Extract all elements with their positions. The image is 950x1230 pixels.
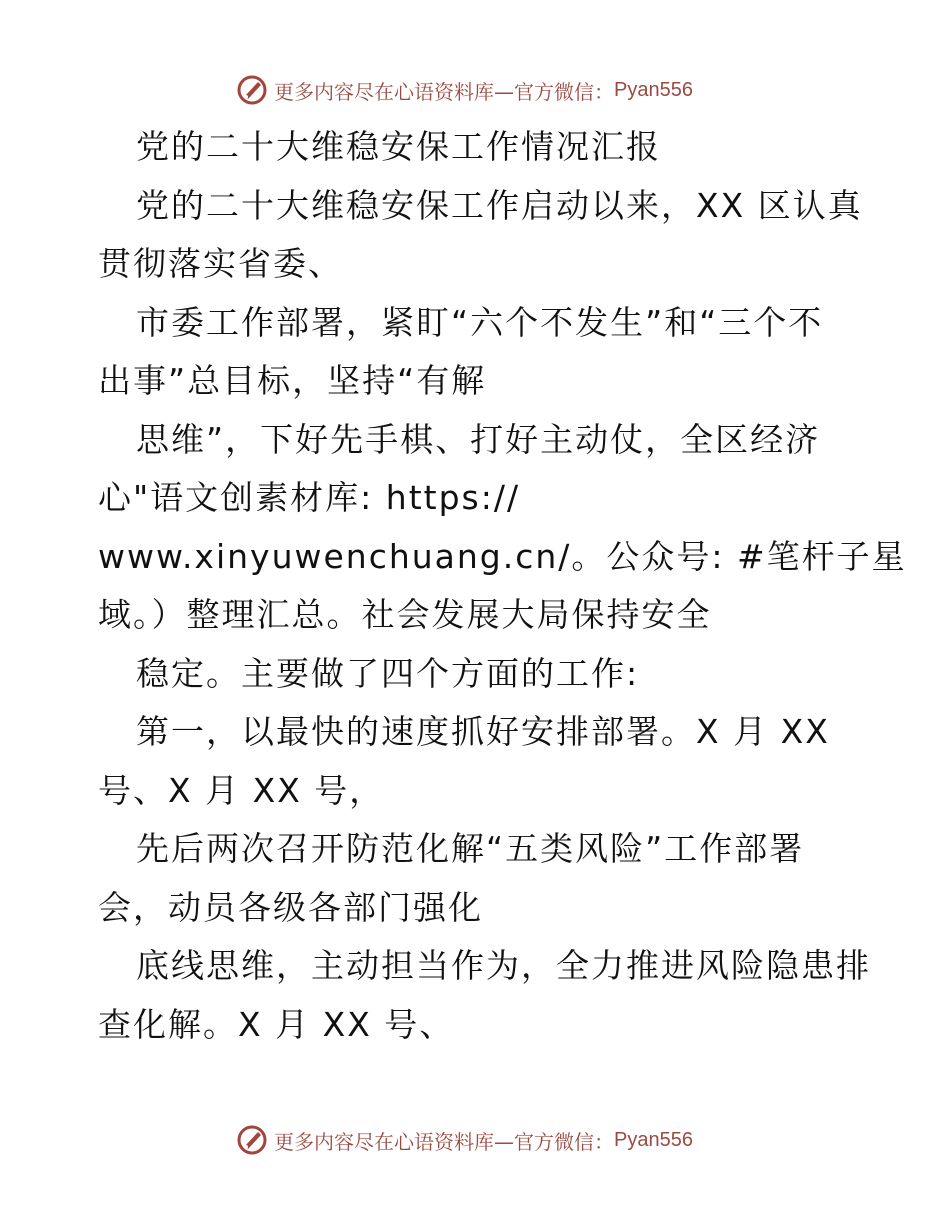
text-line: 会，动员各级各部门强化 [98,888,483,927]
text-line: 域。）整理汇总。社会发展大局保持安全 [98,595,712,634]
watermark-wechat-id: Pyan556 [614,1128,693,1151]
text-line: 号、X 月 XX 号， [98,771,385,810]
text-line: 查化解。X 月 XX 号、 [98,1005,455,1044]
text-line: 党的二十大维稳安保工作启动以来，XX 区认真 [136,186,863,225]
pen-nib-logo-icon [236,74,268,106]
text-line: 党的二十大维稳安保工作情况汇报 [136,127,661,166]
header-watermark [236,73,716,107]
text-line: 思维”，下好先手棋、打好主动仗，全区经济 [136,420,821,459]
text-line: 贯彻落实省委、 [98,244,343,283]
text-line: www.xinyuwenchuang.cn/。公众号: #笔杆子星 [98,537,907,576]
text-line: 心"语文创素材库: https:// [98,478,521,517]
text-line: 稳定。主要做了四个方面的工作: [136,654,640,693]
text-line: 第一，以最快的速度抓好安排部署。X 月 XX [136,712,830,751]
watermark-wechat-id: Pyan556 [614,78,693,101]
text-line: 市委工作部署，紧盯“六个不发生”和“三个不 [136,303,824,342]
text-line: 底线思维，主动担当作为，全力推进风险隐患排 [136,946,871,985]
text-line: 出事”总目标，坚持“有解 [98,361,487,400]
pen-nib-logo-icon [236,1124,268,1156]
text-line: 先后两次召开防范化解“五类风险”工作部署 [136,829,805,868]
footer-watermark [236,1123,716,1157]
watermark-text: 更多内容尽在心语资料库—官方微信： [274,79,614,104]
watermark-text: 更多内容尽在心语资料库—官方微信： [274,1129,614,1154]
